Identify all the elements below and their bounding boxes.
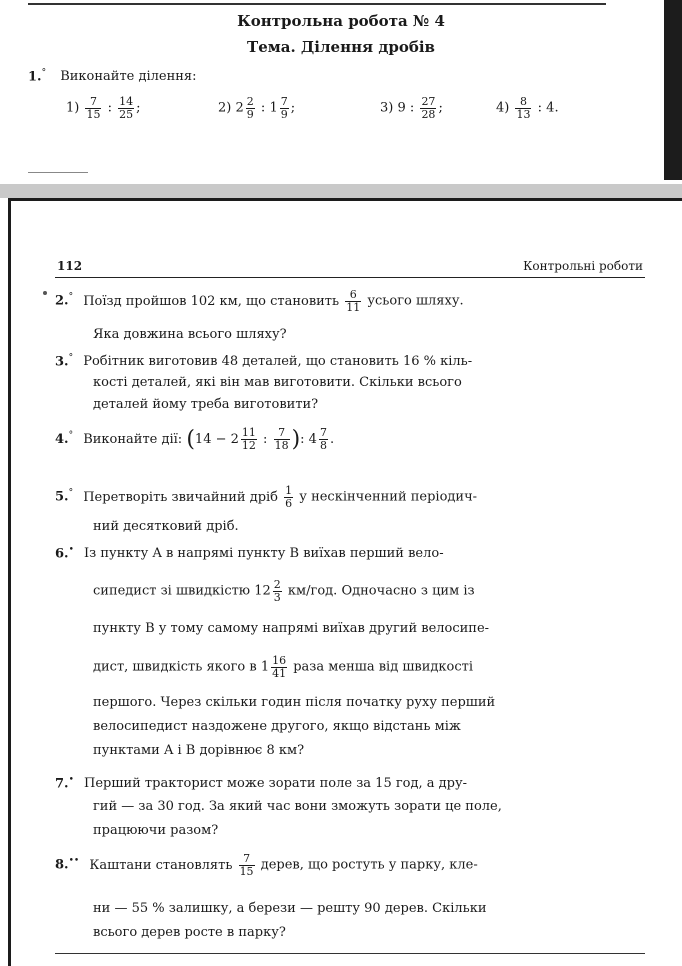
task-instruction: Виконайте ділення:: [60, 69, 197, 85]
task-6-line-4: дист, швидкість якого в 1 $\frac{16}{41}$ раза менша від швидкості: [93, 654, 473, 680]
fraction: $\frac{14}{25}$: [119, 95, 134, 121]
task-4-line-1: 4.° Виконайте дії: (14 − 2 $\frac{11}{12}$ : $\frac{7}{18}$ ): 4 $\frac{7}{8}$ .: [55, 426, 335, 452]
bottom-rule: [55, 953, 645, 954]
page-top-fragment: [0, 0, 682, 180]
task-1-item-4: 4) $\frac{8}{13}$ : 4.: [496, 95, 559, 121]
page-112: [8, 198, 682, 966]
difficulty-mark: •: [68, 775, 74, 785]
difficulty-mark: °: [68, 292, 74, 303]
operator: :: [537, 100, 543, 116]
task-8-line-3: всього дерев росте в парку?: [93, 925, 286, 940]
task-2-line-1: 2.° Поїзд пройшов 102 км, що становить $\frac{6}{11}$ усього шляху.: [55, 288, 464, 314]
task-5-line-2: ний десятковий дріб.: [93, 519, 239, 534]
task-6-line-5: першого. Через скільки годин після початку руху перший: [93, 695, 496, 710]
item-label: 4): [496, 100, 510, 116]
item-label: 1): [66, 100, 80, 116]
task-1-header: [28, 68, 197, 84]
difficulty-mark: °: [68, 353, 74, 363]
item-label: 2): [218, 100, 232, 116]
task-6-line-2: сипедист зі швидкістю 12 $\frac{2}{3}$ км/год. Одночасно з цим із: [93, 578, 475, 604]
fraction: $\frac{6}{11}$: [346, 288, 361, 314]
fraction: $\frac{16}{41}$: [272, 654, 287, 680]
fraction: $\frac{2}{9}$: [246, 95, 254, 121]
operator: :: [409, 100, 415, 116]
task-number: 3.: [55, 354, 69, 370]
task-6-line-1: 6.• Із пункту A в напрямі пункту B виїхав перший вело-: [55, 545, 444, 562]
task-number: 2.: [55, 293, 69, 309]
page-gap: [0, 184, 682, 198]
task-2-line-2: Яка довжина всього шляху?: [93, 327, 287, 342]
fraction: $\frac{27}{28}$: [421, 95, 436, 121]
fraction: $\frac{1}{6}$: [285, 484, 293, 510]
test-title: Контрольна робота № 4: [237, 12, 445, 30]
test-topic: Тема. Ділення дробів: [247, 38, 435, 56]
operator: :: [260, 100, 266, 116]
task-number: 6.: [55, 546, 69, 562]
task-number: 7.: [55, 776, 69, 792]
page-number: 112: [57, 259, 83, 273]
task-number: 1.: [28, 69, 42, 85]
difficulty-mark: °: [68, 430, 74, 441]
operator: :: [107, 100, 113, 116]
task-5-line-1: 5.° Перетворіть звичайний дріб $\frac{1}{6}$ у нескінченний періодич-: [55, 484, 478, 510]
open-bracket: (: [186, 427, 195, 452]
difficulty-mark: •: [68, 545, 74, 555]
task-6-line-3: пункту B у тому самому напрямі виїхав другий велосипе-: [93, 621, 490, 636]
task-number: 8.: [55, 857, 69, 873]
task-7-line-1: 7.• Перший тракторист може зорати поле за 15 год, а дру-: [55, 775, 468, 792]
fraction: $\frac{7}{9}$: [280, 95, 288, 121]
close-bracket: ): [291, 427, 301, 452]
difficulty-mark: °: [41, 68, 47, 78]
top-rule: [28, 3, 606, 5]
running-header: [55, 259, 645, 278]
task-3-line-3: деталей йому треба виготовити?: [93, 397, 319, 412]
task-7-line-3: працюючи разом?: [93, 823, 219, 838]
task-1-item-2: 2) 2 $\frac{2}{9}$ : 1 $\frac{7}{9}$ ;: [218, 95, 296, 121]
task-1-item-1: 1) $\frac{7}{15}$ : $\frac{14}{25}$ ;: [66, 95, 141, 121]
difficulty-mark: °: [68, 488, 74, 499]
margin-dot: [43, 291, 47, 295]
task-3-line-2: кості деталей, які він мав виготовити. Скільки всього: [93, 375, 462, 390]
task-number: 5.: [55, 489, 69, 505]
task-3-line-1: 3.° Робітник виготовив 48 деталей, що становить 16 % кіль-: [55, 353, 473, 370]
section-name: Контрольні роботи: [523, 259, 643, 273]
divider: [28, 172, 88, 173]
task-6-line-6: велосипедист наздожене другого, якщо відстань між: [93, 719, 461, 734]
fraction: $\frac{7}{8}$: [319, 426, 327, 452]
task-8-line-2: ни — 55 % залишку, а берези — решту 90 дерев. Скільки: [93, 901, 487, 916]
fraction: $\frac{11}{12}$: [241, 426, 256, 452]
fraction: $\frac{7}{18}$: [274, 426, 289, 452]
task-number: 4.: [55, 432, 69, 447]
fraction: $\frac{7}{15}$: [86, 95, 101, 121]
item-label: 3): [380, 100, 394, 116]
fraction: $\frac{2}{3}$: [273, 578, 281, 604]
task-7-line-2: гий — за 30 год. За який час вони зможуть зорати це поле,: [93, 799, 502, 814]
task-8-line-1: 8.•• Каштани становлять $\frac{7}{15}$ дерев, що ростуть у парку, кле-: [55, 852, 478, 878]
difficulty-mark: ••: [68, 856, 80, 867]
fraction: $\frac{8}{13}$: [516, 95, 531, 121]
fraction: $\frac{7}{15}$: [239, 852, 254, 878]
task-1-item-3: 3) 9 : $\frac{27}{28}$ ;: [380, 95, 443, 121]
task-6-line-7: пунктами A і B дорівнює 8 км?: [93, 743, 305, 758]
